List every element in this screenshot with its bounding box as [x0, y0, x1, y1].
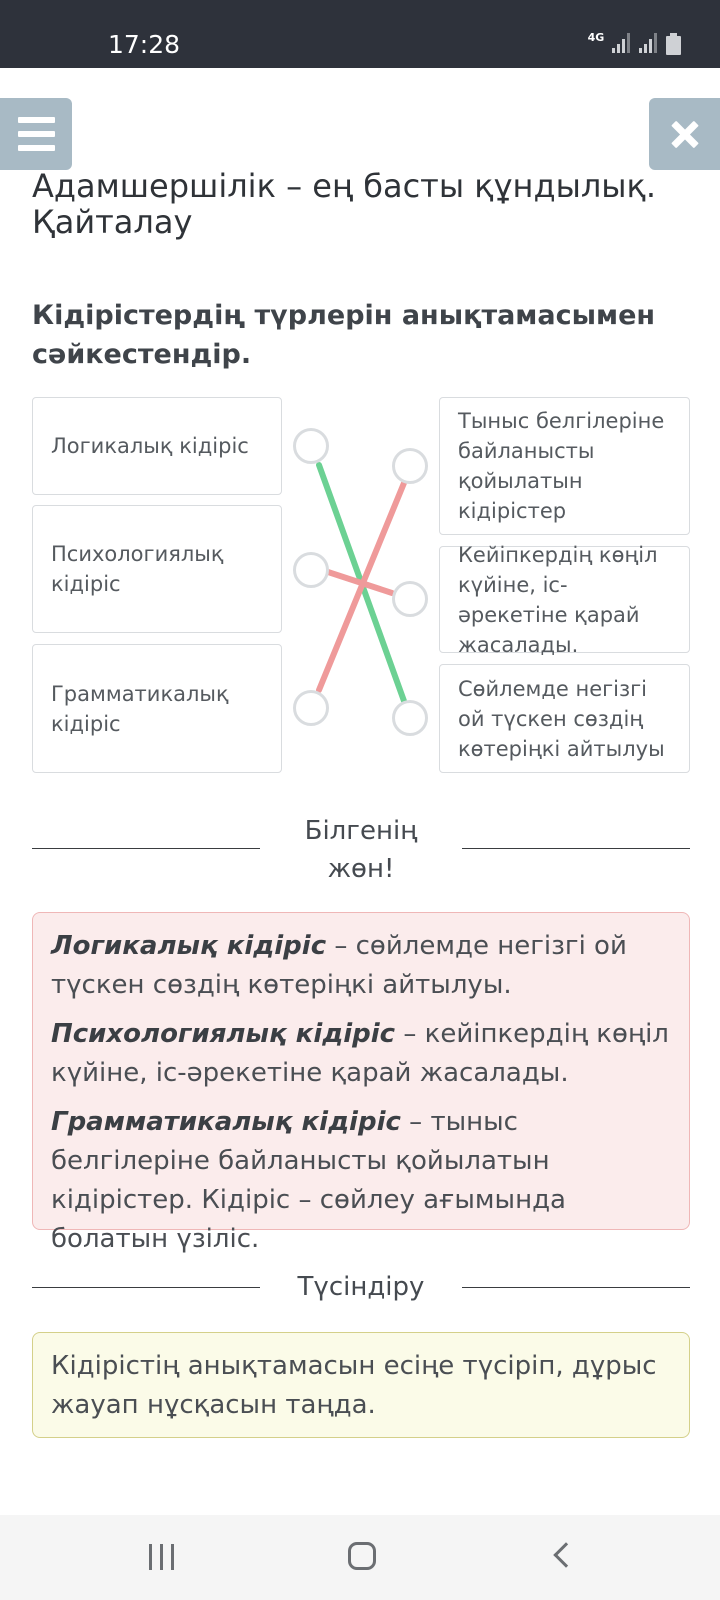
feedback-box: [32, 912, 690, 1254]
feedback-term: Логикалық кідіріс: [51, 931, 327, 961]
right-option-label: Сөйлемде негізгі ой түскен сөздің көтеріңкі айтылуы: [458, 676, 665, 761]
feedback-term: Грамматикалық кідіріс: [51, 1107, 401, 1137]
right-option-emphasis[interactable]: [439, 664, 690, 773]
divider-line: [462, 1287, 690, 1288]
network-type-icon: 4G: [587, 31, 605, 44]
left-option-label: Логикалық кідіріс: [51, 434, 249, 458]
feedback-item: [51, 1103, 671, 1259]
question-text: Кідірістердің түрлерін анықтамасымен сәйкестендір.: [32, 300, 656, 370]
back-icon[interactable]: [553, 1542, 578, 1567]
right-option-punctuation[interactable]: [439, 397, 690, 535]
divider-line: [32, 848, 260, 849]
feedback-text: – сөйлемде негізгі ой түскен сөздің көтеріңкі айтылуы.: [51, 931, 627, 1000]
recents-icon[interactable]: [149, 1544, 177, 1570]
right-connector-dot[interactable]: [392, 700, 428, 736]
page-title: Адамшершілік – ең басты құндылық. Қайталау: [32, 167, 657, 241]
right-connector-dot[interactable]: [392, 448, 428, 484]
feedback-text: – кейіпкердің көңіл күйіне, іс-әрекетіне қарай жасалады.: [51, 1019, 669, 1088]
right-option-mood[interactable]: [439, 542, 690, 657]
left-option-label: Грамматикалық кідіріс: [51, 681, 229, 736]
feedback-item: [51, 1015, 671, 1093]
right-option-label: Кейіпкердің көңіл күйіне, іс-әрекетіне қарай жасалады.: [458, 542, 658, 657]
home-icon[interactable]: [348, 1542, 376, 1570]
right-option-label: Тыныс белгілеріне байланысты қойылатын кідірістер: [458, 409, 665, 523]
left-option-logical[interactable]: [32, 397, 282, 495]
left-connector-dot[interactable]: [293, 552, 329, 588]
left-connector-dot[interactable]: [293, 690, 329, 726]
divider-line: [462, 848, 690, 849]
feedback-text: – тыныс белгілеріне байланысты қойылатын кідірістер. Кідіріс – сөйлеу ағымында болатын үзіліс.: [51, 1107, 566, 1254]
divider-line: [32, 1287, 260, 1288]
explanation-label: Түсіндіру: [297, 1272, 425, 1302]
feedback-term: Психологиялық кідіріс: [51, 1019, 396, 1049]
status-time: 17:28: [108, 30, 181, 59]
right-connector-dot[interactable]: [392, 581, 428, 617]
result-label: Білгенің жөн!: [304, 816, 418, 884]
explanation-text: Кідірістің анықтамасын есіңе түсіріп, дұрыс жауап нұсқасын таңда.: [51, 1351, 657, 1420]
explanation-box: [32, 1332, 690, 1438]
navigation-bar: [0, 1515, 720, 1600]
left-option-grammatical[interactable]: [32, 644, 282, 773]
left-connector-dot[interactable]: [293, 428, 329, 464]
feedback-item: [51, 927, 671, 1005]
left-option-psychological[interactable]: [32, 505, 282, 633]
left-option-label: Психологиялық кідіріс: [51, 542, 224, 596]
